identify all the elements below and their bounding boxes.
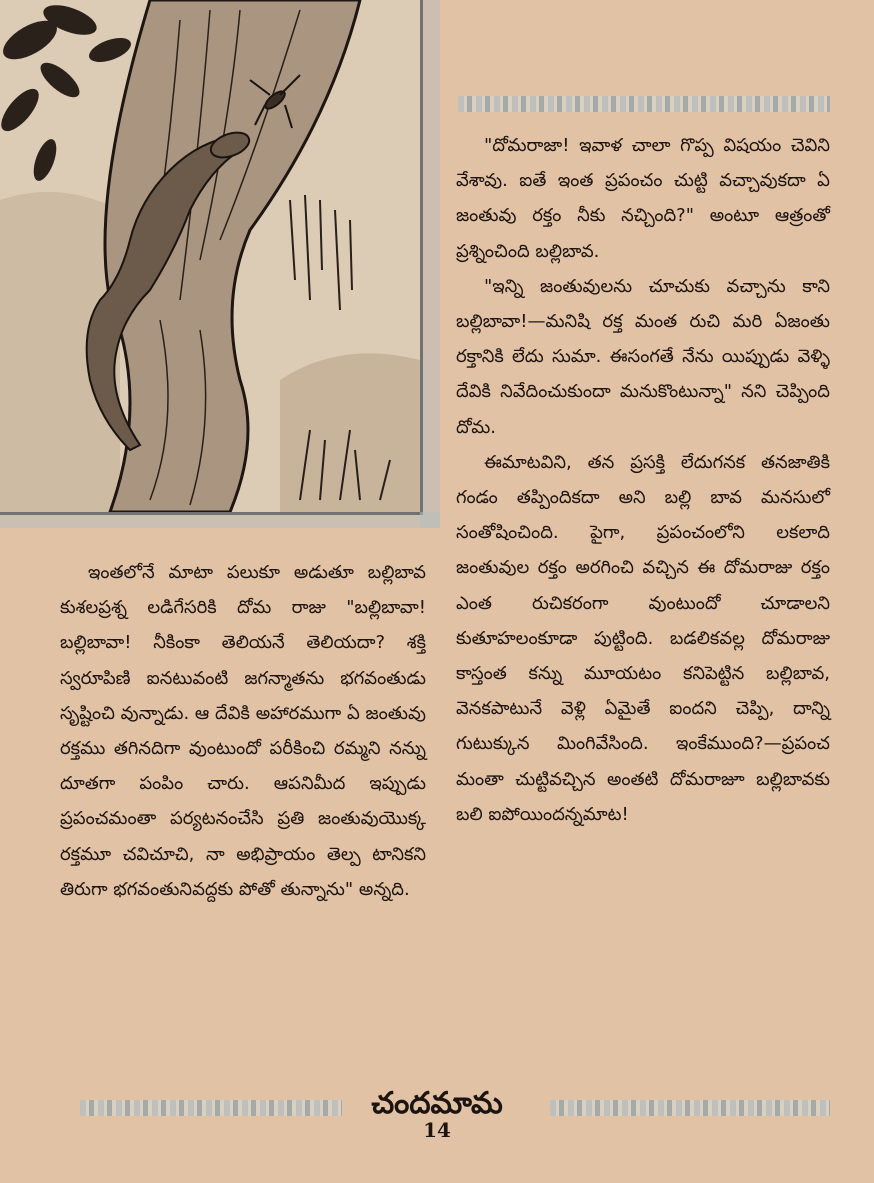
paragraph: "ఇన్ని జంతువులను చూచుకు వచ్చాను కాని బల్లిబావా!—మనిషి రక్త మంత రుచి మరి ఏజంతు రక్తానికి లేదు సుమా. ఈసంగతే నేను యిప్పుడు వెళ్ళి దేవికి నివేదించుకుందా మనుకొంటున్నా" నని చెప్పింది దోమ. xyxy=(456,275,830,438)
paragraph: ఇంతలోనే మాటా పలుకూ అడుతూ బల్లిబావ కుశలప్రశ్న లడిగేసరికి దోమ రాజు "బల్లిబావా! బల్లిబావా! నీకింకా తెలియనే తెలియదా? శక్తి స్వరూపిణి ఐనటువంటి జగన్మాతను భగవంతుడు సృష్టించి వున్నాడు. ఆ దేవికి అహారముగా ఏ జంతువు రక్తము తగినదిగా వుంటుందో పరీకించి రమ్మని నన్ను దూతగా పంపిం చారు. ఆపనిమీద ఇప్పుడు ప్రపంచమంతా పర్యటనంచేసి ప్రతి జంతువుయొక్క రక్తమూ చవిచూచి, నా అభిప్రాయం తెల్ప టానికని తిరుగా భగవంతునివద్దకు పోతో తున్నాను" అన్నది. xyxy=(60,562,426,900)
illustration-frame-bottom xyxy=(0,512,440,528)
decorative-border-top xyxy=(458,96,830,112)
paragraph: ఈమాటవిని, తన ప్రసక్తి లేదుగనక తనజాతికి గండం తప్పిందికదా అని బల్లి బావ మనసులో సంతోషించింది. పైగా, ప్రపంచంలోని లకలాది జంతువుల రక్తం అరగించి వచ్చిన ఈ దోమరాజు రక్తం ఎంత రుచికరంగా వుంటుందో చూడాలని కుతూహలంకూడా పుట్టింది. బడలికవల్ల దోమరాజు కాస్తంత కన్ను మూయటం కనిపెట్టిన బల్లిబావ, వెనకపాటునే వెళ్లి ఏమైతే ఐందని చెప్పి, దాన్ని గుటుక్కున మింగివేసింది. ఇంకేముంది?—ప్రపంచ మంతా చుట్టివచ్చిన అంతటి దోమరాజూ బల్లిబావకు బలి ఐపోయిందన్నమాట! xyxy=(456,451,830,825)
right-text-column xyxy=(456,128,830,832)
story-illustration xyxy=(0,0,423,515)
left-text-column xyxy=(60,555,426,907)
magazine-title: చందమామ xyxy=(371,1086,503,1121)
paragraph: "దోమరాజా! ఇవాళ చాలా గొప్ప విషయం చెవిని వేశావు. ఐతే ఇంత ప్రపంచం చుట్టి వచ్చావుకదా ఏ జంతువు రక్తం నీకు నచ్చింది?" అంటూ ఆత్రంతో ప్రశ్నించింది బల్లిబావ. xyxy=(456,135,830,262)
illustration-frame-right xyxy=(420,0,440,528)
page-number: 14 xyxy=(423,1118,451,1142)
lizard-tree-drawing xyxy=(0,0,420,512)
